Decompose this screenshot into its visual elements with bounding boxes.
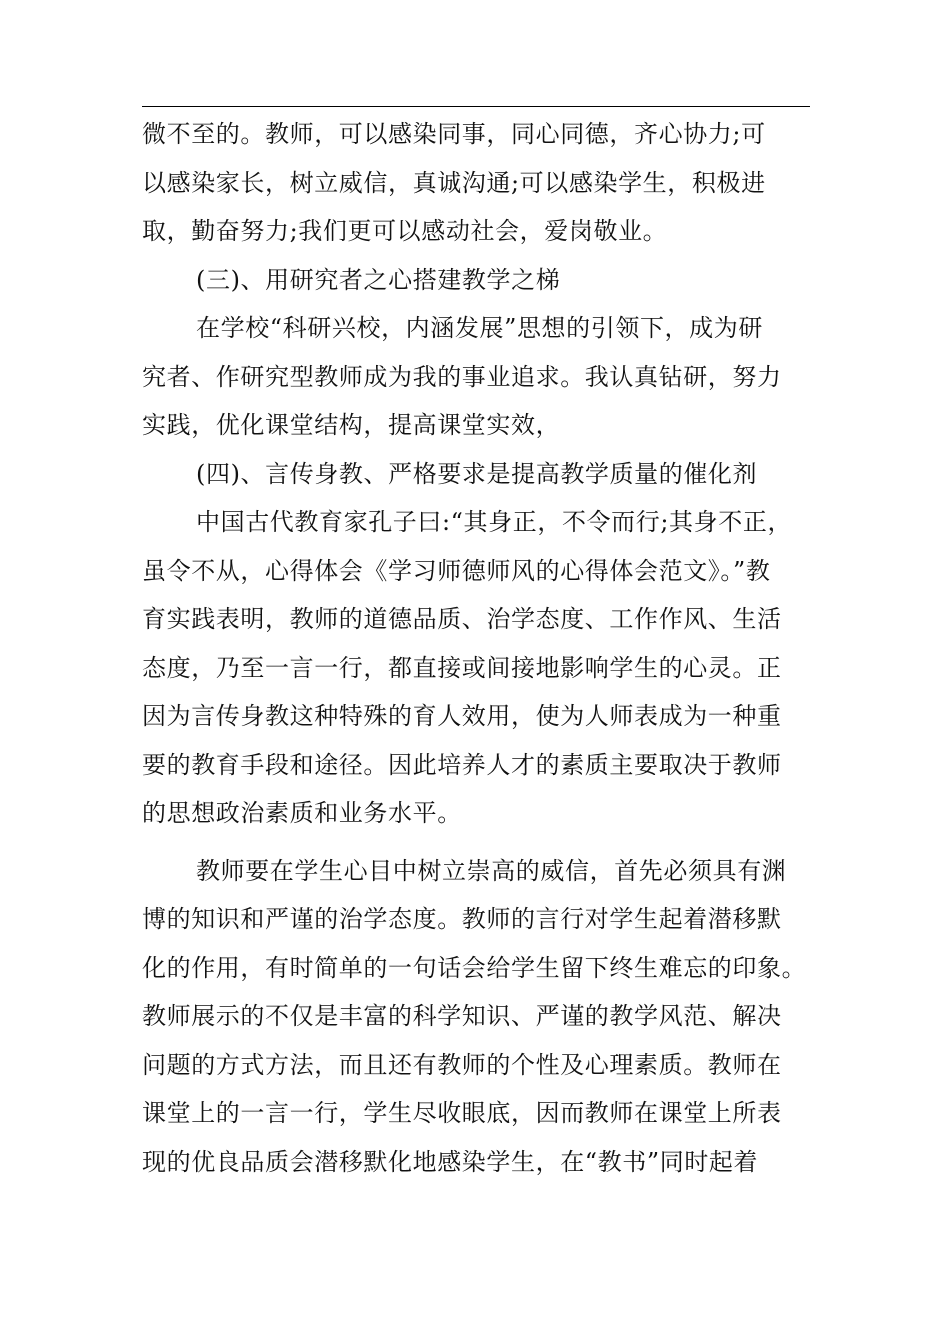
text-line: 育实践表明，教师的道德品质、治学态度、工作作风、生活 xyxy=(142,605,782,633)
paragraph-first-line: 在学校“科研兴校，内涵发展”思想的引领下，成为研 xyxy=(196,314,763,342)
text-line: 取，勤奋努力;我们更可以感动社会，爱岗敬业。 xyxy=(142,217,668,245)
section-heading: (三)、用研究者之心搭建教学之梯 xyxy=(196,265,561,294)
paragraph-first-line: 中国古代教育家孔子曰:“其身正，不令而行;其身不正， xyxy=(196,508,793,536)
text-line: 虽令不从，心得体会《学习师德师风的心得体会范文》。”教 xyxy=(142,556,771,585)
text-line: 课堂上的一言一行，学生尽收眼底，因而教师在课堂上所表 xyxy=(142,1099,782,1127)
section-heading: (四)、言传身教、严格要求是提高教学质量的催化剂 xyxy=(196,459,758,488)
text-line: 因为言传身教这种特殊的育人效用，使为人师表成为一种重 xyxy=(142,702,782,730)
text-line: 博的知识和严谨的治学态度。教师的言行对学生起着潜移默 xyxy=(142,905,782,933)
text-line: 教师展示的不仅是丰富的科学知识、严谨的教学风范、解决 xyxy=(142,1002,782,1030)
text-line: 现的优良品质会潜移默化地感染学生，在“教书”同时起着 xyxy=(142,1147,759,1176)
paragraph-gap xyxy=(142,838,810,847)
text-line: 化的作用，有时简单的一句话会给学生留下终生难忘的印象。 xyxy=(142,953,807,982)
header-rule xyxy=(142,106,810,107)
text-line: 究者、作研究型教师成为我的事业追求。我认真钻研，努力 xyxy=(142,362,782,391)
paragraph-first-line: 教师要在学生心目中树立崇高的威信，首先必须具有渊 xyxy=(196,856,787,885)
text-line: 以感染家长，树立威信，真诚沟通;可以感染学生，积极进 xyxy=(142,168,766,197)
text-line: 要的教育手段和途径。因此培养人才的素质主要取决于教师 xyxy=(142,750,782,779)
text-line: 实践，优化课堂结构，提高课堂实效， xyxy=(142,411,561,439)
text-line: 的思想政治素质和业务水平。 xyxy=(142,799,462,827)
text-line: 问题的方式方法，而且还有教师的个性及心理素质。教师在 xyxy=(142,1050,782,1079)
document-body xyxy=(142,110,810,1186)
text-line: 微不至的。教师，可以感染同事，同心同德，齐心协力;可 xyxy=(142,120,766,148)
text-line: 态度，乃至一言一行，都直接或间接地影响学生的心灵。正 xyxy=(142,653,782,682)
